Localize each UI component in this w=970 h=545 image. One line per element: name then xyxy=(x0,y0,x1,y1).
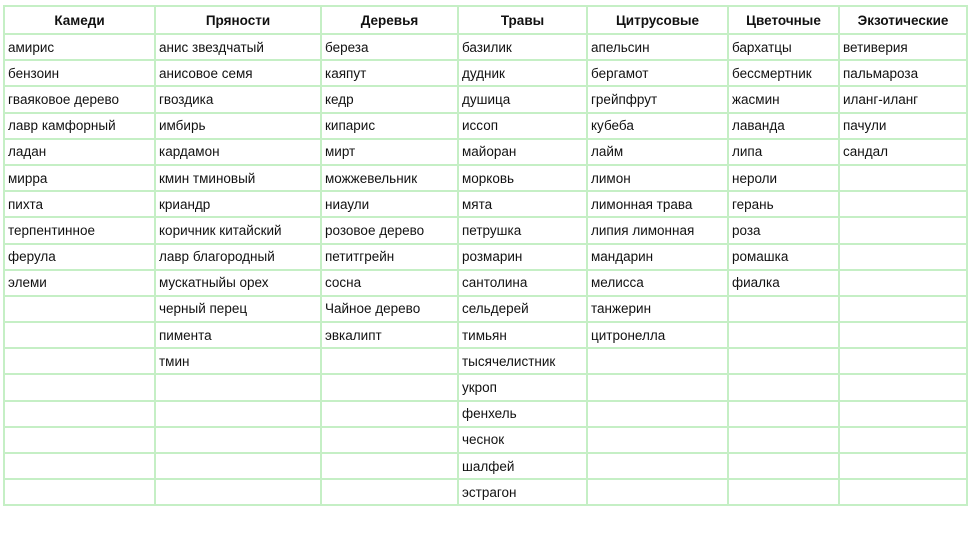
table-cell xyxy=(839,270,967,296)
table-cell xyxy=(4,479,155,505)
table-cell: иланг-иланг xyxy=(839,86,967,112)
table-cell: можжевельник xyxy=(321,165,458,191)
oils-table xyxy=(3,5,968,506)
table-cell: мелисса xyxy=(587,270,728,296)
table-cell: пимента xyxy=(155,322,321,348)
table-cell: нероли xyxy=(728,165,839,191)
table-row xyxy=(4,453,967,479)
table-row xyxy=(4,322,967,348)
table-cell: тимьян xyxy=(458,322,587,348)
table-cell: петитгрейн xyxy=(321,244,458,270)
table-cell: петрушка xyxy=(458,217,587,243)
table-cell: апельсин xyxy=(587,34,728,60)
table-cell: эвкалипт xyxy=(321,322,458,348)
table-cell: мята xyxy=(458,191,587,217)
table-cell: сантолина xyxy=(458,270,587,296)
table-cell: танжерин xyxy=(587,296,728,322)
table-cell: бессмертник xyxy=(728,60,839,86)
table-row xyxy=(4,270,967,296)
table-row xyxy=(4,60,967,86)
table-cell: кубеба xyxy=(587,113,728,139)
table-cell: сельдерей xyxy=(458,296,587,322)
table-row xyxy=(4,113,967,139)
table-cell: элеми xyxy=(4,270,155,296)
table-cell xyxy=(321,479,458,505)
table-cell: шалфей xyxy=(458,453,587,479)
table-cell: бергамот xyxy=(587,60,728,86)
table-cell: коричник китайский xyxy=(155,217,321,243)
table-cell xyxy=(728,427,839,453)
table-cell: лавр камфорный xyxy=(4,113,155,139)
table-cell xyxy=(728,348,839,374)
table-cell: кедр xyxy=(321,86,458,112)
table-cell xyxy=(839,217,967,243)
table-cell: гваяковое дерево xyxy=(4,86,155,112)
table-cell: ниаули xyxy=(321,191,458,217)
table-cell xyxy=(728,401,839,427)
table-cell xyxy=(155,374,321,400)
table-cell xyxy=(587,453,728,479)
table-cell: лайм xyxy=(587,139,728,165)
table-cell: герань xyxy=(728,191,839,217)
table-cell xyxy=(4,401,155,427)
table-cell: кардамон xyxy=(155,139,321,165)
table-row xyxy=(4,479,967,505)
table-cell: криандр xyxy=(155,191,321,217)
table-cell: мирра xyxy=(4,165,155,191)
table-row xyxy=(4,191,967,217)
table-body xyxy=(4,34,967,505)
table-cell: базилик xyxy=(458,34,587,60)
table-cell xyxy=(839,374,967,400)
table-cell: тмин xyxy=(155,348,321,374)
table-row xyxy=(4,244,967,270)
table-cell: имбирь xyxy=(155,113,321,139)
table-row xyxy=(4,217,967,243)
table-cell xyxy=(839,401,967,427)
table-cell xyxy=(728,322,839,348)
table-cell: эстрагон xyxy=(458,479,587,505)
table-cell xyxy=(4,348,155,374)
table-cell: пачули xyxy=(839,113,967,139)
table-cell: кипарис xyxy=(321,113,458,139)
table-cell: каяпут xyxy=(321,60,458,86)
column-header: Экзотические xyxy=(839,6,967,34)
table-cell: сосна xyxy=(321,270,458,296)
table-cell: мандарин xyxy=(587,244,728,270)
table-cell xyxy=(839,191,967,217)
column-header: Камеди xyxy=(4,6,155,34)
table-cell xyxy=(587,401,728,427)
table-cell xyxy=(839,427,967,453)
table-cell: амирис xyxy=(4,34,155,60)
table-cell: грейпфрут xyxy=(587,86,728,112)
table-cell: пальмароза xyxy=(839,60,967,86)
column-header: Цитрусовые xyxy=(587,6,728,34)
table-cell xyxy=(155,427,321,453)
table-cell xyxy=(587,427,728,453)
table-cell: терпентинное xyxy=(4,217,155,243)
table-cell xyxy=(155,453,321,479)
table-cell xyxy=(587,348,728,374)
table-cell: розовое дерево xyxy=(321,217,458,243)
table-cell: дудник xyxy=(458,60,587,86)
table-cell: ладан xyxy=(4,139,155,165)
table-container xyxy=(3,5,968,506)
table-cell xyxy=(321,427,458,453)
table-cell xyxy=(728,453,839,479)
table-cell xyxy=(587,479,728,505)
table-cell: анисовое семя xyxy=(155,60,321,86)
table-cell xyxy=(728,479,839,505)
table-cell xyxy=(839,244,967,270)
table-cell: сандал xyxy=(839,139,967,165)
table-cell xyxy=(4,427,155,453)
table-cell xyxy=(728,374,839,400)
table-row xyxy=(4,139,967,165)
table-cell: фенхель xyxy=(458,401,587,427)
table-row xyxy=(4,401,967,427)
table-row xyxy=(4,86,967,112)
table-cell xyxy=(321,348,458,374)
table-cell: морковь xyxy=(458,165,587,191)
table-cell: майоран xyxy=(458,139,587,165)
table-cell: фиалка xyxy=(728,270,839,296)
table-cell: лавр благородный xyxy=(155,244,321,270)
table-cell xyxy=(4,322,155,348)
table-cell xyxy=(155,479,321,505)
table-cell xyxy=(839,165,967,191)
column-header: Пряности xyxy=(155,6,321,34)
table-cell: чеснок xyxy=(458,427,587,453)
table-cell: цитронелла xyxy=(587,322,728,348)
table-cell: тысячелистник xyxy=(458,348,587,374)
table-cell xyxy=(321,374,458,400)
table-cell: ферула xyxy=(4,244,155,270)
table-cell xyxy=(839,479,967,505)
table-cell: укроп xyxy=(458,374,587,400)
table-cell: липия лимонная xyxy=(587,217,728,243)
table-cell: роза xyxy=(728,217,839,243)
table-row xyxy=(4,348,967,374)
column-header: Травы xyxy=(458,6,587,34)
table-cell: черный перец xyxy=(155,296,321,322)
table-cell xyxy=(4,296,155,322)
table-cell xyxy=(839,453,967,479)
table-row xyxy=(4,427,967,453)
table-cell xyxy=(839,348,967,374)
column-header: Цветочные xyxy=(728,6,839,34)
table-cell: розмарин xyxy=(458,244,587,270)
table-row xyxy=(4,34,967,60)
column-header: Деревья xyxy=(321,6,458,34)
table-cell: ромашка xyxy=(728,244,839,270)
table-cell: жасмин xyxy=(728,86,839,112)
table-cell: иссоп xyxy=(458,113,587,139)
table-cell: лаванда xyxy=(728,113,839,139)
table-cell: гвоздика xyxy=(155,86,321,112)
table-cell xyxy=(321,401,458,427)
table-cell xyxy=(839,322,967,348)
table-cell xyxy=(728,296,839,322)
table-cell: анис звездчатый xyxy=(155,34,321,60)
table-cell: мускатныйы орех xyxy=(155,270,321,296)
table-row xyxy=(4,296,967,322)
table-cell: береза xyxy=(321,34,458,60)
table-cell: Чайное дерево xyxy=(321,296,458,322)
table-cell xyxy=(155,401,321,427)
table-header-row xyxy=(4,6,967,34)
table-cell: душица xyxy=(458,86,587,112)
table-cell: бензоин xyxy=(4,60,155,86)
table-cell: липа xyxy=(728,139,839,165)
table-cell xyxy=(4,374,155,400)
table-cell: ветиверия xyxy=(839,34,967,60)
table-cell: лимонная трава xyxy=(587,191,728,217)
table-row xyxy=(4,165,967,191)
table-cell: лимон xyxy=(587,165,728,191)
table-row xyxy=(4,374,967,400)
table-cell xyxy=(4,453,155,479)
table-cell: кмин тминовый xyxy=(155,165,321,191)
table-cell: мирт xyxy=(321,139,458,165)
table-cell xyxy=(587,374,728,400)
table-cell xyxy=(839,296,967,322)
table-cell: бархатцы xyxy=(728,34,839,60)
table-cell: пихта xyxy=(4,191,155,217)
table-cell xyxy=(321,453,458,479)
